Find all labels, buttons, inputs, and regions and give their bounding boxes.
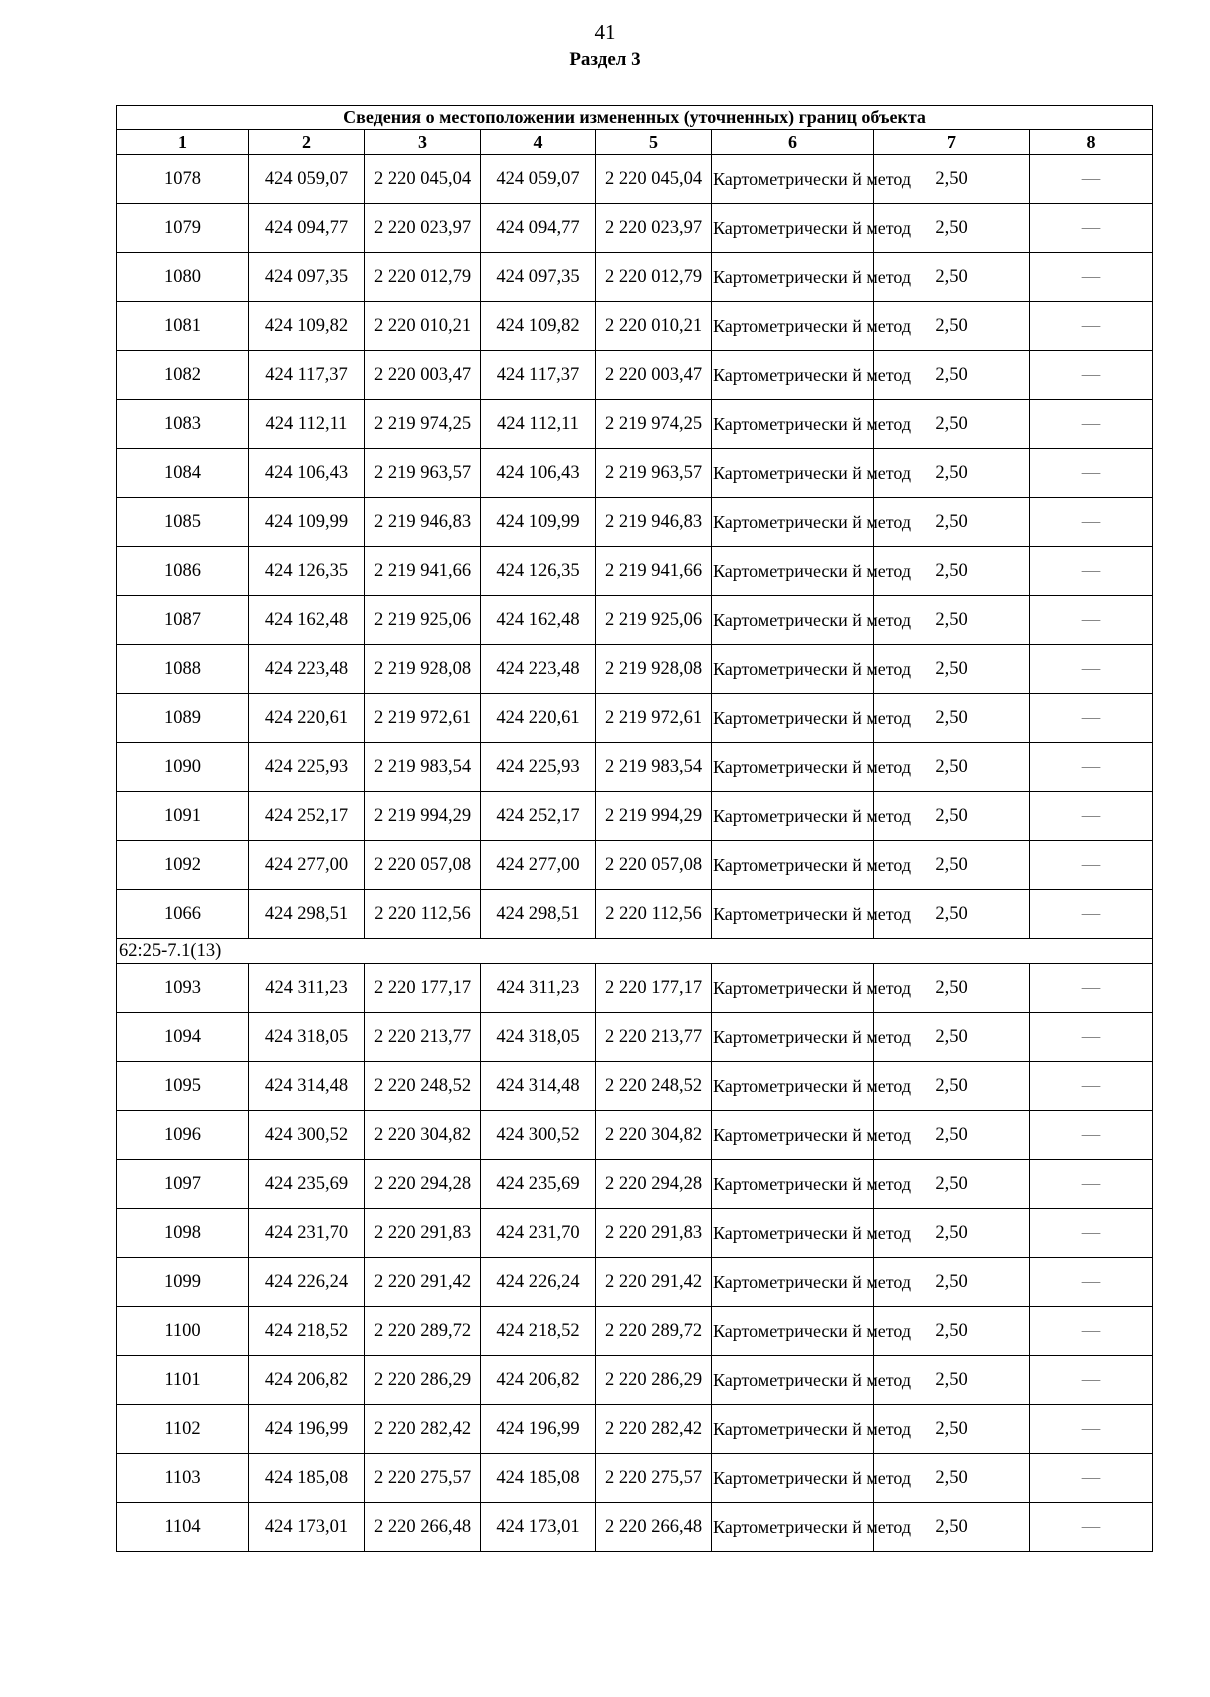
note-cell: — bbox=[1030, 792, 1153, 841]
y-refined-cell: 2 220 112,56 bbox=[596, 890, 712, 939]
method-cell: Картометрически й метод bbox=[712, 204, 874, 253]
x-refined-cell: 424 126,35 bbox=[481, 547, 596, 596]
table-row bbox=[117, 964, 1153, 1013]
x-existing-cell: 424 109,99 bbox=[249, 498, 365, 547]
note-cell: — bbox=[1030, 1160, 1153, 1209]
method-cell: Картометрически й метод bbox=[712, 1209, 874, 1258]
x-existing-cell: 424 218,52 bbox=[249, 1307, 365, 1356]
y-refined-cell: 2 220 282,42 bbox=[596, 1405, 712, 1454]
y-refined-cell: 2 220 291,42 bbox=[596, 1258, 712, 1307]
x-refined-cell: 424 094,77 bbox=[481, 204, 596, 253]
x-refined-cell: 424 311,23 bbox=[481, 964, 596, 1013]
accuracy-cell: 2,50 bbox=[874, 1209, 1030, 1258]
y-refined-cell: 2 220 177,17 bbox=[596, 964, 712, 1013]
method-cell: Картометрически й метод bbox=[712, 155, 874, 204]
x-refined-cell: 424 109,99 bbox=[481, 498, 596, 547]
point-number-cell: 1087 bbox=[117, 596, 249, 645]
y-refined-cell: 2 220 304,82 bbox=[596, 1111, 712, 1160]
point-number-cell: 1088 bbox=[117, 645, 249, 694]
x-refined-cell: 424 206,82 bbox=[481, 1356, 596, 1405]
method-cell: Картометрически й метод bbox=[712, 547, 874, 596]
x-existing-cell: 424 185,08 bbox=[249, 1454, 365, 1503]
point-number-cell: 1081 bbox=[117, 302, 249, 351]
y-refined-cell: 2 220 057,08 bbox=[596, 841, 712, 890]
y-existing-cell: 2 220 286,29 bbox=[365, 1356, 481, 1405]
method-cell: Картометрически й метод bbox=[712, 1062, 874, 1111]
accuracy-cell: 2,50 bbox=[874, 204, 1030, 253]
method-cell: Картометрически й метод bbox=[712, 645, 874, 694]
y-refined-cell: 2 220 012,79 bbox=[596, 253, 712, 302]
note-cell: — bbox=[1030, 1454, 1153, 1503]
method-cell: Картометрически й метод bbox=[712, 1160, 874, 1209]
table-row bbox=[117, 1160, 1153, 1209]
x-existing-cell: 424 225,93 bbox=[249, 743, 365, 792]
x-refined-cell: 424 300,52 bbox=[481, 1111, 596, 1160]
x-refined-cell: 424 252,17 bbox=[481, 792, 596, 841]
accuracy-cell: 2,50 bbox=[874, 792, 1030, 841]
method-cell: Картометрически й метод bbox=[712, 1356, 874, 1405]
x-refined-cell: 424 220,61 bbox=[481, 694, 596, 743]
point-number-cell: 1083 bbox=[117, 400, 249, 449]
accuracy-cell: 2,50 bbox=[874, 449, 1030, 498]
y-existing-cell: 2 220 045,04 bbox=[365, 155, 481, 204]
note-cell: — bbox=[1030, 253, 1153, 302]
y-refined-cell: 2 220 275,57 bbox=[596, 1454, 712, 1503]
x-existing-cell: 424 206,82 bbox=[249, 1356, 365, 1405]
y-refined-cell: 2 219 963,57 bbox=[596, 449, 712, 498]
x-refined-cell: 424 231,70 bbox=[481, 1209, 596, 1258]
y-existing-cell: 2 220 057,08 bbox=[365, 841, 481, 890]
y-existing-cell: 2 219 941,66 bbox=[365, 547, 481, 596]
table-row bbox=[117, 253, 1153, 302]
accuracy-cell: 2,50 bbox=[874, 547, 1030, 596]
method-cell: Картометрически й метод bbox=[712, 964, 874, 1013]
y-refined-cell: 2 219 941,66 bbox=[596, 547, 712, 596]
column-number: 7 bbox=[874, 130, 1030, 155]
table-row bbox=[117, 1111, 1153, 1160]
point-number-cell: 1089 bbox=[117, 694, 249, 743]
y-refined-cell: 2 220 294,28 bbox=[596, 1160, 712, 1209]
method-cell: Картометрически й метод bbox=[712, 498, 874, 547]
y-existing-cell: 2 220 112,56 bbox=[365, 890, 481, 939]
table-row bbox=[117, 694, 1153, 743]
note-cell: — bbox=[1030, 1111, 1153, 1160]
x-existing-cell: 424 126,35 bbox=[249, 547, 365, 596]
point-number-cell: 1101 bbox=[117, 1356, 249, 1405]
x-refined-cell: 424 298,51 bbox=[481, 890, 596, 939]
column-number: 1 bbox=[117, 130, 249, 155]
note-cell: — bbox=[1030, 498, 1153, 547]
accuracy-cell: 2,50 bbox=[874, 1258, 1030, 1307]
x-refined-cell: 424 106,43 bbox=[481, 449, 596, 498]
table-row bbox=[117, 1307, 1153, 1356]
y-existing-cell: 2 219 994,29 bbox=[365, 792, 481, 841]
table-row bbox=[117, 1258, 1153, 1307]
note-cell: — bbox=[1030, 204, 1153, 253]
x-existing-cell: 424 314,48 bbox=[249, 1062, 365, 1111]
point-number-cell: 1078 bbox=[117, 155, 249, 204]
accuracy-cell: 2,50 bbox=[874, 964, 1030, 1013]
method-cell: Картометрически й метод bbox=[712, 1013, 874, 1062]
point-number-cell: 1096 bbox=[117, 1111, 249, 1160]
y-existing-cell: 2 220 291,42 bbox=[365, 1258, 481, 1307]
point-number-cell: 1066 bbox=[117, 890, 249, 939]
y-existing-cell: 2 220 010,21 bbox=[365, 302, 481, 351]
y-refined-cell: 2 219 994,29 bbox=[596, 792, 712, 841]
method-cell: Картометрически й метод bbox=[712, 351, 874, 400]
method-cell: Картометрически й метод bbox=[712, 1503, 874, 1552]
note-cell: — bbox=[1030, 964, 1153, 1013]
x-existing-cell: 424 223,48 bbox=[249, 645, 365, 694]
x-refined-cell: 424 185,08 bbox=[481, 1454, 596, 1503]
column-number: 2 bbox=[249, 130, 365, 155]
note-cell: — bbox=[1030, 1307, 1153, 1356]
y-existing-cell: 2 220 289,72 bbox=[365, 1307, 481, 1356]
table-row bbox=[117, 1356, 1153, 1405]
table-row bbox=[117, 498, 1153, 547]
x-existing-cell: 424 252,17 bbox=[249, 792, 365, 841]
table-row bbox=[117, 1454, 1153, 1503]
x-refined-cell: 424 277,00 bbox=[481, 841, 596, 890]
method-cell: Картометрически й метод bbox=[712, 1258, 874, 1307]
accuracy-cell: 2,50 bbox=[874, 302, 1030, 351]
y-refined-cell: 2 220 045,04 bbox=[596, 155, 712, 204]
note-cell: — bbox=[1030, 400, 1153, 449]
point-number-cell: 1092 bbox=[117, 841, 249, 890]
method-cell: Картометрически й метод bbox=[712, 1405, 874, 1454]
method-cell: Картометрически й метод bbox=[712, 596, 874, 645]
x-existing-cell: 424 235,69 bbox=[249, 1160, 365, 1209]
x-existing-cell: 424 112,11 bbox=[249, 400, 365, 449]
x-refined-cell: 424 109,82 bbox=[481, 302, 596, 351]
accuracy-cell: 2,50 bbox=[874, 1160, 1030, 1209]
section-title: Раздел 3 bbox=[569, 49, 641, 70]
group-row bbox=[117, 939, 1153, 964]
point-number-cell: 1097 bbox=[117, 1160, 249, 1209]
y-refined-cell: 2 220 291,83 bbox=[596, 1209, 712, 1258]
y-existing-cell: 2 219 928,08 bbox=[365, 645, 481, 694]
table-row bbox=[117, 351, 1153, 400]
x-existing-cell: 424 173,01 bbox=[249, 1503, 365, 1552]
accuracy-cell: 2,50 bbox=[874, 841, 1030, 890]
note-cell: — bbox=[1030, 694, 1153, 743]
y-existing-cell: 2 220 275,57 bbox=[365, 1454, 481, 1503]
note-cell: — bbox=[1030, 1062, 1153, 1111]
x-existing-cell: 424 220,61 bbox=[249, 694, 365, 743]
table-row bbox=[117, 743, 1153, 792]
x-existing-cell: 424 162,48 bbox=[249, 596, 365, 645]
point-number-cell: 1080 bbox=[117, 253, 249, 302]
note-cell: — bbox=[1030, 1503, 1153, 1552]
x-existing-cell: 424 226,24 bbox=[249, 1258, 365, 1307]
accuracy-cell: 2,50 bbox=[874, 1307, 1030, 1356]
point-number-cell: 1090 bbox=[117, 743, 249, 792]
y-existing-cell: 2 220 282,42 bbox=[365, 1405, 481, 1454]
x-refined-cell: 424 173,01 bbox=[481, 1503, 596, 1552]
table-row bbox=[117, 400, 1153, 449]
y-existing-cell: 2 219 946,83 bbox=[365, 498, 481, 547]
note-cell: — bbox=[1030, 302, 1153, 351]
accuracy-cell: 2,50 bbox=[874, 1062, 1030, 1111]
x-refined-cell: 424 059,07 bbox=[481, 155, 596, 204]
note-cell: — bbox=[1030, 1356, 1153, 1405]
column-number: 6 bbox=[712, 130, 874, 155]
x-existing-cell: 424 277,00 bbox=[249, 841, 365, 890]
table-row bbox=[117, 645, 1153, 694]
method-cell: Картометрически й метод bbox=[712, 694, 874, 743]
method-cell: Картометрически й метод bbox=[712, 400, 874, 449]
x-refined-cell: 424 097,35 bbox=[481, 253, 596, 302]
y-existing-cell: 2 220 003,47 bbox=[365, 351, 481, 400]
method-cell: Картометрически й метод bbox=[712, 841, 874, 890]
x-existing-cell: 424 097,35 bbox=[249, 253, 365, 302]
x-refined-cell: 424 218,52 bbox=[481, 1307, 596, 1356]
table-row bbox=[117, 1013, 1153, 1062]
y-refined-cell: 2 219 974,25 bbox=[596, 400, 712, 449]
x-existing-cell: 424 300,52 bbox=[249, 1111, 365, 1160]
x-refined-cell: 424 318,05 bbox=[481, 1013, 596, 1062]
x-existing-cell: 424 106,43 bbox=[249, 449, 365, 498]
note-cell: — bbox=[1030, 890, 1153, 939]
column-numbers-row bbox=[117, 130, 1153, 155]
page-number: 41 bbox=[594, 20, 616, 44]
y-refined-cell: 2 220 213,77 bbox=[596, 1013, 712, 1062]
y-refined-cell: 2 219 983,54 bbox=[596, 743, 712, 792]
y-existing-cell: 2 219 974,25 bbox=[365, 400, 481, 449]
column-number: 5 bbox=[596, 130, 712, 155]
y-refined-cell: 2 220 023,97 bbox=[596, 204, 712, 253]
y-existing-cell: 2 220 291,83 bbox=[365, 1209, 481, 1258]
y-refined-cell: 2 220 003,47 bbox=[596, 351, 712, 400]
table-row bbox=[117, 1405, 1153, 1454]
point-number-cell: 1079 bbox=[117, 204, 249, 253]
x-existing-cell: 424 318,05 bbox=[249, 1013, 365, 1062]
accuracy-cell: 2,50 bbox=[874, 1356, 1030, 1405]
column-number: 8 bbox=[1030, 130, 1153, 155]
note-cell: — bbox=[1030, 1258, 1153, 1307]
accuracy-cell: 2,50 bbox=[874, 1503, 1030, 1552]
table-row bbox=[117, 1062, 1153, 1111]
table-row bbox=[117, 596, 1153, 645]
method-cell: Картометрически й метод bbox=[712, 1454, 874, 1503]
y-existing-cell: 2 220 213,77 bbox=[365, 1013, 481, 1062]
point-number-cell: 1084 bbox=[117, 449, 249, 498]
y-existing-cell: 2 220 266,48 bbox=[365, 1503, 481, 1552]
y-refined-cell: 2 220 289,72 bbox=[596, 1307, 712, 1356]
column-number: 4 bbox=[481, 130, 596, 155]
point-number-cell: 1093 bbox=[117, 964, 249, 1013]
coordinates-table bbox=[116, 105, 1153, 1552]
table-row bbox=[117, 204, 1153, 253]
x-existing-cell: 424 059,07 bbox=[249, 155, 365, 204]
x-existing-cell: 424 311,23 bbox=[249, 964, 365, 1013]
y-refined-cell: 2 219 946,83 bbox=[596, 498, 712, 547]
x-refined-cell: 424 196,99 bbox=[481, 1405, 596, 1454]
x-refined-cell: 424 162,48 bbox=[481, 596, 596, 645]
note-cell: — bbox=[1030, 596, 1153, 645]
table-caption-row bbox=[117, 106, 1153, 130]
x-refined-cell: 424 226,24 bbox=[481, 1258, 596, 1307]
table-row bbox=[117, 449, 1153, 498]
accuracy-cell: 2,50 bbox=[874, 351, 1030, 400]
table-row bbox=[117, 792, 1153, 841]
y-refined-cell: 2 220 010,21 bbox=[596, 302, 712, 351]
y-existing-cell: 2 219 983,54 bbox=[365, 743, 481, 792]
x-refined-cell: 424 314,48 bbox=[481, 1062, 596, 1111]
y-existing-cell: 2 220 294,28 bbox=[365, 1160, 481, 1209]
point-number-cell: 1085 bbox=[117, 498, 249, 547]
table-caption: Сведения о местоположении измененных (уточненных) границ объекта bbox=[117, 106, 1153, 130]
x-refined-cell: 424 235,69 bbox=[481, 1160, 596, 1209]
accuracy-cell: 2,50 bbox=[874, 155, 1030, 204]
x-existing-cell: 424 109,82 bbox=[249, 302, 365, 351]
x-existing-cell: 424 231,70 bbox=[249, 1209, 365, 1258]
x-refined-cell: 424 117,37 bbox=[481, 351, 596, 400]
y-refined-cell: 2 219 928,08 bbox=[596, 645, 712, 694]
accuracy-cell: 2,50 bbox=[874, 694, 1030, 743]
method-cell: Картометрически й метод bbox=[712, 449, 874, 498]
y-existing-cell: 2 220 248,52 bbox=[365, 1062, 481, 1111]
point-number-cell: 1098 bbox=[117, 1209, 249, 1258]
note-cell: — bbox=[1030, 547, 1153, 596]
y-refined-cell: 2 220 266,48 bbox=[596, 1503, 712, 1552]
y-refined-cell: 2 220 286,29 bbox=[596, 1356, 712, 1405]
point-number-cell: 1095 bbox=[117, 1062, 249, 1111]
table-row bbox=[117, 1503, 1153, 1552]
method-cell: Картометрически й метод bbox=[712, 1307, 874, 1356]
y-refined-cell: 2 219 925,06 bbox=[596, 596, 712, 645]
table-body bbox=[117, 106, 1153, 1552]
point-number-cell: 1103 bbox=[117, 1454, 249, 1503]
note-cell: — bbox=[1030, 841, 1153, 890]
y-existing-cell: 2 220 304,82 bbox=[365, 1111, 481, 1160]
table-row bbox=[117, 547, 1153, 596]
y-existing-cell: 2 219 925,06 bbox=[365, 596, 481, 645]
y-existing-cell: 2 220 177,17 bbox=[365, 964, 481, 1013]
accuracy-cell: 2,50 bbox=[874, 1013, 1030, 1062]
note-cell: — bbox=[1030, 351, 1153, 400]
point-number-cell: 1099 bbox=[117, 1258, 249, 1307]
x-refined-cell: 424 223,48 bbox=[481, 645, 596, 694]
accuracy-cell: 2,50 bbox=[874, 1405, 1030, 1454]
y-existing-cell: 2 220 012,79 bbox=[365, 253, 481, 302]
point-number-cell: 1100 bbox=[117, 1307, 249, 1356]
accuracy-cell: 2,50 bbox=[874, 890, 1030, 939]
x-existing-cell: 424 117,37 bbox=[249, 351, 365, 400]
accuracy-cell: 2,50 bbox=[874, 253, 1030, 302]
point-number-cell: 1094 bbox=[117, 1013, 249, 1062]
table-row bbox=[117, 1209, 1153, 1258]
point-number-cell: 1091 bbox=[117, 792, 249, 841]
note-cell: — bbox=[1030, 645, 1153, 694]
x-refined-cell: 424 225,93 bbox=[481, 743, 596, 792]
accuracy-cell: 2,50 bbox=[874, 645, 1030, 694]
x-existing-cell: 424 298,51 bbox=[249, 890, 365, 939]
table-row bbox=[117, 890, 1153, 939]
note-cell: — bbox=[1030, 743, 1153, 792]
note-cell: — bbox=[1030, 1405, 1153, 1454]
table-row bbox=[117, 841, 1153, 890]
point-number-cell: 1104 bbox=[117, 1503, 249, 1552]
x-existing-cell: 424 094,77 bbox=[249, 204, 365, 253]
accuracy-cell: 2,50 bbox=[874, 498, 1030, 547]
table-row bbox=[117, 155, 1153, 204]
method-cell: Картометрически й метод bbox=[712, 253, 874, 302]
accuracy-cell: 2,50 bbox=[874, 400, 1030, 449]
column-number: 3 bbox=[365, 130, 481, 155]
method-cell: Картометрически й метод bbox=[712, 743, 874, 792]
note-cell: — bbox=[1030, 1013, 1153, 1062]
accuracy-cell: 2,50 bbox=[874, 743, 1030, 792]
note-cell: — bbox=[1030, 1209, 1153, 1258]
y-refined-cell: 2 219 972,61 bbox=[596, 694, 712, 743]
x-refined-cell: 424 112,11 bbox=[481, 400, 596, 449]
method-cell: Картометрически й метод bbox=[712, 792, 874, 841]
note-cell: — bbox=[1030, 449, 1153, 498]
point-number-cell: 1102 bbox=[117, 1405, 249, 1454]
accuracy-cell: 2,50 bbox=[874, 1454, 1030, 1503]
x-existing-cell: 424 196,99 bbox=[249, 1405, 365, 1454]
accuracy-cell: 2,50 bbox=[874, 1111, 1030, 1160]
y-existing-cell: 2 220 023,97 bbox=[365, 204, 481, 253]
accuracy-cell: 2,50 bbox=[874, 596, 1030, 645]
note-cell: — bbox=[1030, 155, 1153, 204]
method-cell: Картометрически й метод bbox=[712, 302, 874, 351]
point-number-cell: 1082 bbox=[117, 351, 249, 400]
table-row bbox=[117, 302, 1153, 351]
method-cell: Картометрически й метод bbox=[712, 1111, 874, 1160]
point-number-cell: 1086 bbox=[117, 547, 249, 596]
y-existing-cell: 2 219 972,61 bbox=[365, 694, 481, 743]
y-refined-cell: 2 220 248,52 bbox=[596, 1062, 712, 1111]
group-label: 62:25-7.1(13) bbox=[117, 939, 1153, 964]
method-cell: Картометрически й метод bbox=[712, 890, 874, 939]
y-existing-cell: 2 219 963,57 bbox=[365, 449, 481, 498]
